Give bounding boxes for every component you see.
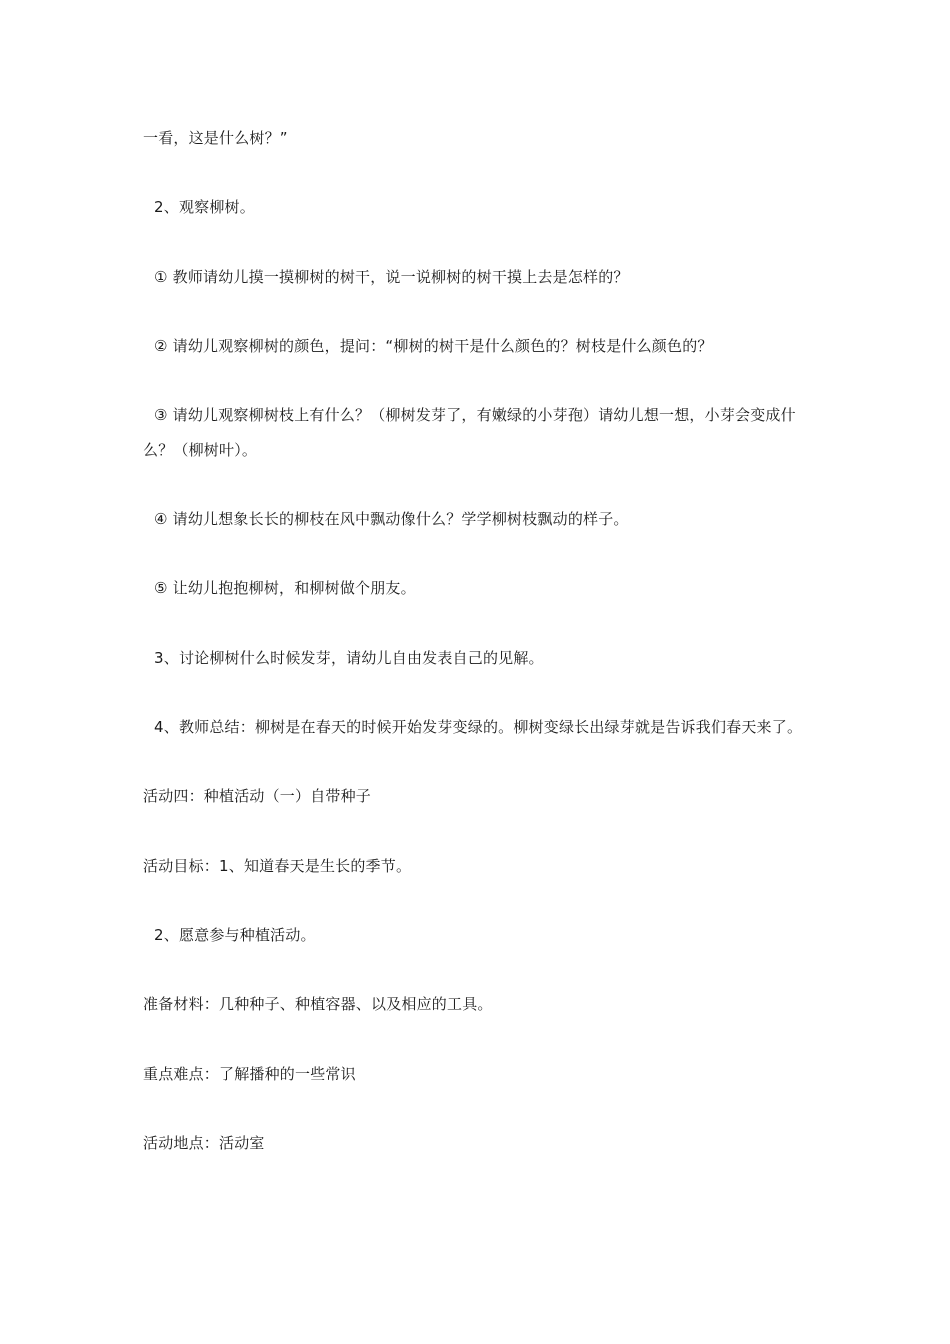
- text-line-step-4: 4、教师总结：柳树是在春天的时候开始发芽变绿的。柳树变绿长出绿芽就是告诉我们春天来了。: [154, 718, 803, 736]
- text-line-item-2: ② 请幼儿观察柳树的颜色，提问：“柳树的树干是什么颜色的？树枝是什么颜色的？: [154, 337, 713, 355]
- text-line-item-3: ③ 请幼儿观察柳树枝上有什么？（柳树发芽了，有嫩绿的小芽孢）请幼儿想一想，小芽会变成什: [154, 406, 796, 424]
- activity-goal: 活动目标：1、知道春天是生长的季节。: [143, 857, 412, 875]
- text-line-continuation: 一看，这是什么树？”: [143, 129, 288, 147]
- activity-heading: 活动四：种植活动（一）自带种子: [143, 787, 372, 805]
- activity-goal-2: 2、愿意参与种植活动。: [154, 926, 316, 944]
- text-line-step-2: 2、观察柳树。: [154, 198, 255, 216]
- text-line-item-4: ④ 请幼儿想象长长的柳枝在风中飘动像什么？学学柳树枝飘动的样子。: [154, 510, 629, 528]
- materials-line: 准备材料：几种种子、种植容器、以及相应的工具。: [143, 995, 493, 1013]
- location-line: 活动地点：活动室: [143, 1134, 265, 1152]
- text-line-item-1: ① 教师请幼儿摸一摸柳树的树干，说一说柳树的树干摸上去是怎样的？: [154, 268, 629, 286]
- text-line-step-3: 3、讨论柳树什么时候发芽，请幼儿自由发表自己的见解。: [154, 649, 544, 667]
- key-points-line: 重点难点：了解播种的一些常识: [143, 1065, 356, 1083]
- text-line-item-5: ⑤ 让幼儿抱抱柳树，和柳树做个朋友。: [154, 579, 416, 597]
- text-line-item-3-wrap: 么？（柳树叶）。: [143, 441, 258, 459]
